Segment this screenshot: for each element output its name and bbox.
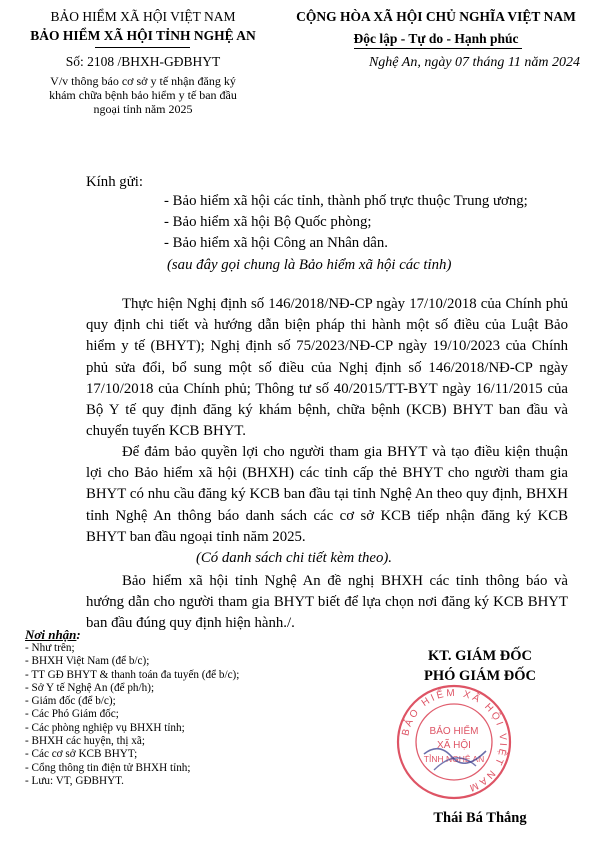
svg-text:BẢO HIỂM: BẢO HIỂM: [429, 726, 479, 737]
recipient-distribution: Nơi nhận: - Như trên; - BHXH Việt Nam (để b/c); - TT GĐ BHYT & thanh toán đa tuyến (để b/c); - Sở Y tế Nghệ An (để ph/h); - Giám đốc (để b/c); - Các Phó Giám đốc; - Các phòng nghiệp vụ BHXH tỉnh; - BHXH các huyện, thị xã; - Các cơ sở KCB BHYT; - Cổng thông tin điện tử BHXH tỉnh; - Lưu: VT, GĐBHYT.: [25, 627, 325, 788]
body-paragraph-2: Để đảm bảo quyền lợi cho người tham gia BHYT và tạo điều kiện thuận lợi cho Bảo hiểm xã hội (BHXH) các tỉnh cấp thẻ BHYT cho người tham gia BHYT có nhu cầu đăng ký KCB ban đầu tại tỉnh Nghệ An theo quy định, BHXH tỉnh Nghệ An thông báo danh sách các cơ sở KCB tiếp nhận đăng ký KCB BHYT ban đầu ngoại tỉnh năm 2025.: [86, 444, 568, 545]
motto-underline: [354, 48, 522, 49]
signature-title-1: KT. GIÁM ĐỐC: [427, 648, 533, 664]
subject-line: V/v thông báo cơ sở y tế nhận đăng ký khám chữa bệnh bảo hiểm y tế ban đầu ngoại tỉnh năm 2025: [49, 74, 237, 116]
recipient-label: Kính gửi:: [86, 174, 143, 190]
header-left: [8, 7, 278, 45]
body-paragraph-4: Bảo hiểm xã hội tỉnh Nghệ An đề nghị BHXH các tỉnh thông báo và hướng dẫn cho người tham gia BHYT biết để lựa chọn nơi đăng ký KCB BHYT ban đầu đúng quy định hiện hành./.: [86, 573, 568, 632]
svg-text:TỈNH NGHỆ AN: TỈNH NGHỆ AN: [423, 754, 485, 764]
attachment-note: (Có danh sách chi tiết kèm theo).: [196, 550, 393, 566]
national-motto: Độc lập - Tự do - Hạnh phúc: [353, 31, 519, 46]
agency-subname: BẢO HIỂM XÃ HỘI TỈNH NGHỆ AN: [30, 28, 256, 43]
agency-name: BẢO HIỂM XÃ HỘI VIỆT NAM: [50, 9, 236, 24]
document-number: Số: 2108 /BHXH-GĐBHYT: [65, 54, 221, 69]
body-paragraph-1: Thực hiện Nghị định số 146/2018/NĐ-CP ngày 17/10/2018 của Chính phủ quy định chi tiết và hướng dẫn biện pháp thi hành một số điều của Luật Bảo hiểm y tế (BHYT); Nghị định số 75/2023/NĐ-CP ngày 19/10/2023 của Chính phủ sửa đổi, bổ sung một số điều của Nghị định số 146/2018/NĐ-CP ngày 17/10/2018 của Chính phủ; Thông tư số 40/2015/TT-BYT ngày 16/11/2015 của Bộ Y tế quy định đăng ký khám bệnh, chữa bệnh (KCB) BHYT ban đầu và chuyển tuyến KCB BHYT.: [86, 296, 568, 440]
svg-text:XÃ HỘI: XÃ HỘI: [437, 740, 471, 751]
issue-date: Nghệ An, ngày 07 tháng 11 năm 2024: [368, 55, 580, 70]
svg-text:BẢO HIỂM XÃ HỘI VIỆT NAM: BẢO HIỂM XÃ HỘI VIỆT NAM: [400, 687, 509, 794]
recipient-list: - Bảo hiểm xã hội các tỉnh, thành phố trực thuộc Trung ương; - Bảo hiểm xã hội Bộ Quốc phòng; - Bảo hiểm xã hội Công an Nhân dân. (sau đây gọi chung là Bảo hiểm xã hội các tỉnh): [164, 193, 528, 273]
official-stamp: [394, 682, 514, 802]
distribution-label: Nơi nhận:: [25, 627, 81, 642]
agency-underline: [95, 47, 190, 48]
signature-title-2: PHÓ GIÁM ĐỐC: [424, 668, 536, 684]
national-title: CỘNG HÒA XÃ HỘI CHỦ NGHĨA VIỆT NAM: [296, 9, 576, 24]
header-right: [270, 7, 602, 48]
signer-name: Thái Bá Thắng: [433, 810, 527, 826]
